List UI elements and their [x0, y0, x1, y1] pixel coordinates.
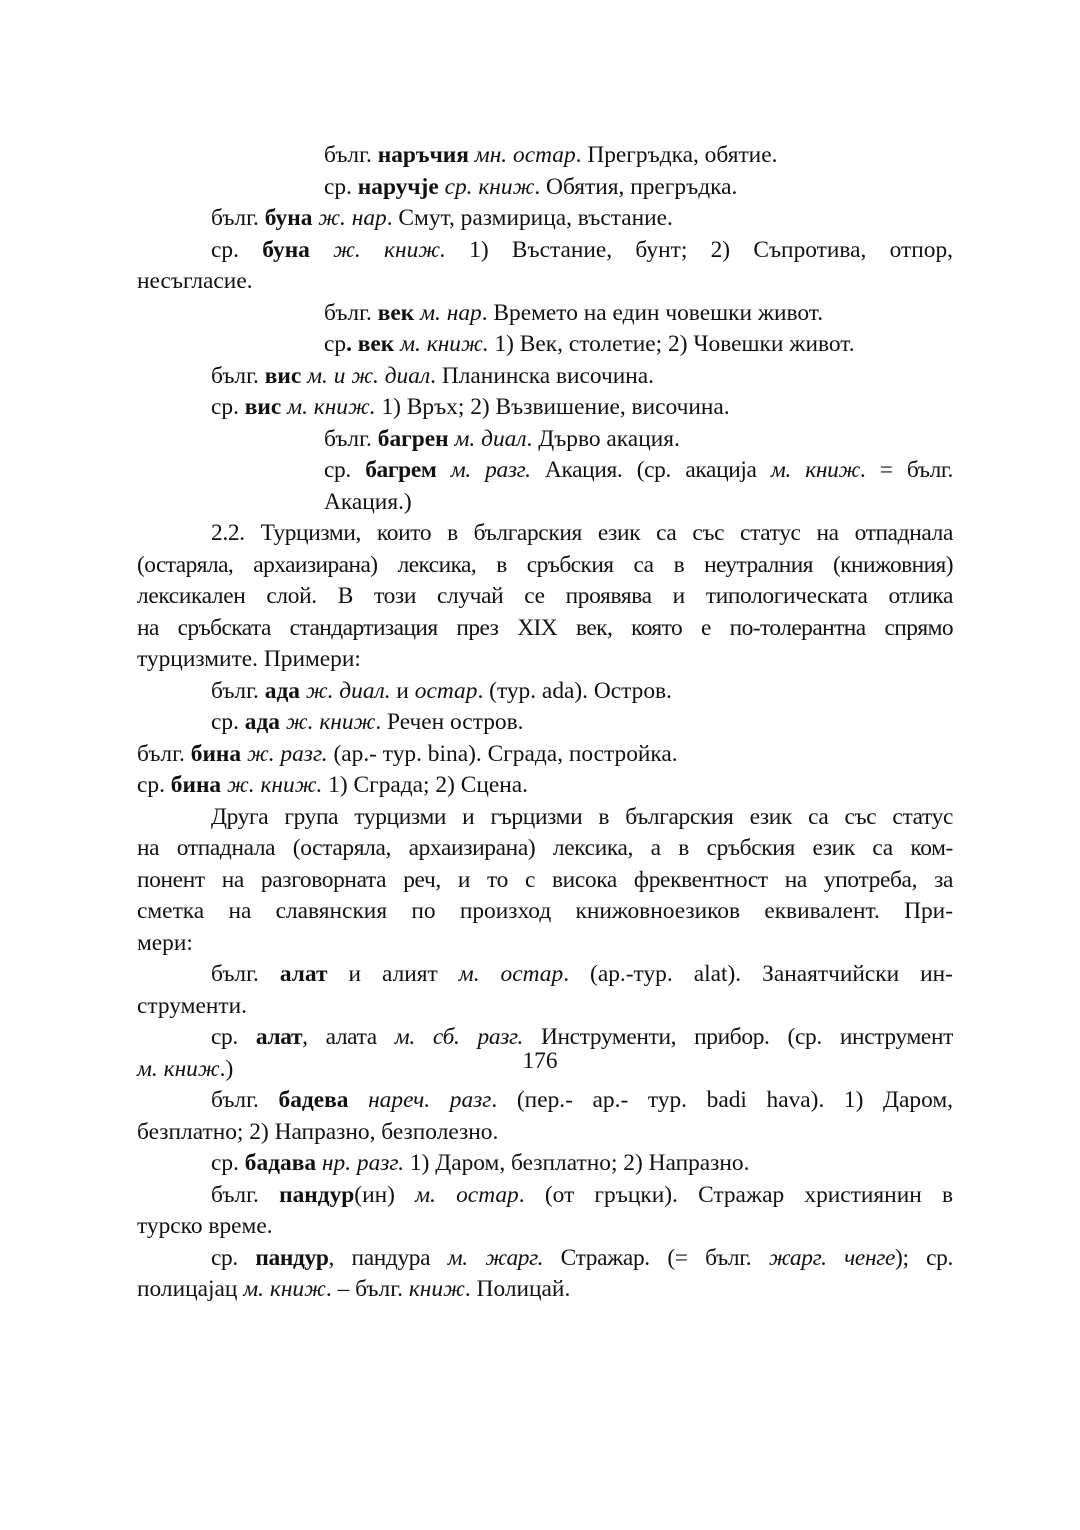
- headword: бина: [190, 740, 242, 767]
- text-line: [137, 266, 953, 298]
- grammar-label: книж: [408, 1276, 465, 1302]
- text-run: 1) Сграда; 2) Сцена.: [322, 772, 528, 798]
- text-run: Акация. (ср. акација: [530, 457, 771, 483]
- text-run: мери:: [137, 929, 193, 956]
- text-run: Стражар. (= бълг.: [543, 1244, 769, 1271]
- text-run: бълг.: [211, 205, 265, 231]
- grammar-label: м. нар: [420, 299, 482, 326]
- text-line: [137, 802, 953, 834]
- text-line: [137, 1180, 953, 1212]
- text-run: ср.: [211, 394, 245, 420]
- headword: вис: [244, 394, 282, 420]
- text-line: [137, 361, 953, 393]
- headword: багрем: [365, 457, 437, 483]
- text-run: .): [219, 1055, 234, 1082]
- text-line: [137, 581, 953, 613]
- text-run: (остаряла, архаизирана) лексика, в сръбския са в неутралния (книжовния): [137, 551, 953, 578]
- text-run: . Полицай.: [464, 1276, 571, 1302]
- headword: ада: [244, 709, 281, 735]
- text-run: (ар.- тур. bina). Сграда, постройка.: [327, 740, 678, 767]
- text-line: [137, 172, 953, 204]
- text-run: . Времето на един човешки живот.: [481, 299, 824, 326]
- text-run: . (пер.- ар.- тур. badi hava). 1) Даром,: [491, 1087, 953, 1113]
- text-line: [137, 1117, 953, 1149]
- text-line: [137, 991, 953, 1023]
- text-line: [137, 959, 953, 991]
- grammar-label: ж. книж.: [333, 236, 446, 263]
- headword: алат: [279, 961, 328, 987]
- grammar-label: м. разг.: [450, 457, 531, 483]
- text-run: бълг.: [324, 425, 378, 452]
- text-run: безплатно; 2) Напразно, безполезно.: [137, 1118, 499, 1145]
- grammar-label: жарг. ченге: [768, 1244, 896, 1271]
- grammar-label: нареч. разг: [368, 1087, 492, 1113]
- headword: наручје: [357, 173, 439, 200]
- text-run: [436, 457, 450, 483]
- text-line: [137, 676, 953, 708]
- text-run: 1) Въстание, бунт; 2) Съпротива, отпор,: [445, 236, 953, 263]
- text-line: [137, 1211, 953, 1243]
- text-run: 2.2. Турцизми, които в българския език са със статус на отпаднала: [211, 520, 953, 546]
- grammar-label: м. книж.: [400, 331, 489, 357]
- text-run: и алият: [327, 961, 459, 987]
- text-line: [137, 1085, 953, 1117]
- grammar-label: нр. разг.: [321, 1150, 405, 1176]
- text-run: бълг.: [211, 961, 280, 987]
- text-run: . Смут, размирица, въстание.: [386, 205, 673, 231]
- text-line: [137, 896, 953, 928]
- grammar-label: м. книж.: [287, 394, 376, 420]
- headword: бадева: [278, 1087, 349, 1113]
- text-run: ср.: [137, 772, 171, 798]
- text-run: ср.: [211, 1244, 256, 1271]
- text-line: [137, 833, 953, 865]
- text-run: 1) Даром, безплатно; 2) Напразно.: [404, 1150, 750, 1176]
- text-run: бълг.: [211, 1181, 280, 1208]
- text-line: [137, 298, 953, 330]
- text-run: [348, 1087, 368, 1113]
- text-line: [137, 770, 953, 802]
- text-line: [137, 235, 953, 267]
- text-line: [137, 1148, 953, 1180]
- headword: бадава: [244, 1150, 317, 1176]
- text-run: . – бълг.: [325, 1276, 409, 1302]
- text-run: бълг.: [137, 740, 191, 767]
- text-line: [137, 424, 953, 456]
- text-line: [137, 392, 953, 424]
- grammar-label: м. книж: [243, 1276, 326, 1302]
- text-run: ср.: [211, 236, 263, 263]
- text-run: ср.: [324, 457, 366, 483]
- text-run: . Речен остров.: [375, 709, 524, 735]
- text-line: [137, 518, 953, 550]
- grammar-label: мн. остар: [474, 142, 576, 168]
- text-run: 1) Връх; 2) Възвишение, височина.: [375, 394, 730, 420]
- grammar-label: м. сб. разг.: [394, 1024, 523, 1050]
- text-run: , алата: [302, 1024, 395, 1050]
- grammar-label: м. диал: [454, 425, 527, 452]
- grammar-label: м. книж: [137, 1055, 220, 1082]
- text-run: турцизмите. Примери:: [137, 646, 361, 672]
- grammar-label: м. остар: [458, 961, 564, 987]
- text-run: [310, 237, 333, 263]
- text-line: [137, 455, 953, 487]
- headword: багрен: [377, 425, 449, 452]
- headword: вис: [264, 362, 302, 389]
- text-run: сметка на славянския по произход книжовноезиков еквивалент. При-: [137, 898, 953, 924]
- text-run: (ин): [354, 1181, 416, 1208]
- text-run: 1) Век, столетие; 2) Човешки живот.: [488, 331, 855, 357]
- text-line: [137, 140, 953, 172]
- headword: буна: [262, 236, 310, 263]
- grammar-label: м. и ж. диал: [307, 362, 431, 389]
- text-line: [137, 1243, 953, 1275]
- text-run: и: [390, 677, 415, 704]
- text-line: [137, 707, 953, 739]
- grammar-label: м. жарг.: [447, 1244, 544, 1271]
- text-run: . Дърво акация.: [526, 425, 680, 452]
- grammar-label: ж. книж.: [227, 772, 323, 798]
- text-line: [137, 613, 953, 645]
- text-run: на отпаднала (остаряла, архаизирана) лексика, а в сръбския език са ком-: [137, 835, 953, 861]
- text-run: . Обятия, прегръдка.: [534, 173, 738, 200]
- grammar-label: ж. разг.: [246, 740, 328, 767]
- grammar-label: ср. книж: [444, 173, 535, 200]
- text-line: [137, 203, 953, 235]
- text-line: [137, 928, 953, 960]
- text-run: струменти.: [137, 992, 247, 1019]
- text-run: ); ср.: [895, 1244, 954, 1271]
- text-run: Акация.): [324, 488, 412, 515]
- text-run: понент на разговорната реч, и то с висока фреквентност на употреба, за: [137, 866, 953, 893]
- grammar-label: м. остар: [415, 1181, 519, 1208]
- headword: век: [377, 299, 415, 326]
- grammar-label: ж. книж: [285, 709, 376, 735]
- text-line: [137, 1274, 953, 1306]
- text-run: . (тур. ada). Остров.: [477, 677, 672, 704]
- text-run: бълг.: [324, 142, 378, 168]
- text-run: ср: [324, 331, 347, 357]
- text-run: несъгласие.: [137, 268, 253, 294]
- body-text: [137, 140, 953, 1306]
- text-run: турско време.: [137, 1213, 273, 1239]
- text-run: . (от гръцки). Стражар християнин в: [518, 1181, 953, 1208]
- headword: буна: [264, 205, 313, 231]
- grammar-label: ж. диал.: [305, 677, 391, 704]
- text-run: бълг.: [211, 362, 265, 389]
- page-number: 176: [522, 1048, 558, 1074]
- text-run: бълг.: [211, 677, 265, 704]
- grammar-label: остар: [414, 677, 478, 704]
- headword: пандур: [279, 1181, 355, 1208]
- grammar-label: ж. нар: [318, 205, 387, 231]
- text-run: бълг.: [211, 1087, 279, 1113]
- text-line: [137, 487, 953, 519]
- headword: наръчия: [377, 142, 469, 168]
- text-run: бълг.: [324, 299, 378, 326]
- headword: бина: [170, 772, 222, 798]
- headword: пандур: [255, 1244, 329, 1271]
- text-run: ср.: [211, 1024, 256, 1050]
- text-run: . Прегръдка, обятие.: [575, 142, 778, 168]
- text-run: . = бълг.: [859, 457, 954, 483]
- text-run: ср.: [211, 709, 245, 735]
- text-line: [137, 644, 953, 676]
- text-run: Инструменти, прибор. (ср. инструмент: [522, 1024, 953, 1050]
- text-run: . Планинска височина.: [430, 362, 655, 389]
- text-run: , пандура: [328, 1244, 448, 1271]
- text-run: на сръбската стандартизация през XIX век, която е по-толерантна спрямо: [137, 614, 953, 641]
- text-line: [137, 865, 953, 897]
- text-line: [137, 739, 953, 771]
- text-run: лексикален слой. В този случай се проявява и типологическата отлика: [137, 583, 953, 609]
- text-run: . (ар.-тур. alat). Занаятчийски ин-: [563, 961, 953, 987]
- text-run: ср.: [324, 173, 358, 200]
- headword: ада: [264, 677, 300, 704]
- text-run: полицајац: [137, 1276, 244, 1302]
- grammar-label: м. книж: [770, 457, 860, 483]
- text-run: ср.: [211, 1150, 245, 1176]
- headword: алат: [255, 1024, 303, 1050]
- text-run: Друга група турцизми и гърцизми в българския език са със статус: [211, 803, 953, 830]
- headword: . век: [346, 331, 395, 357]
- text-line: [137, 550, 953, 582]
- text-line: [137, 329, 953, 361]
